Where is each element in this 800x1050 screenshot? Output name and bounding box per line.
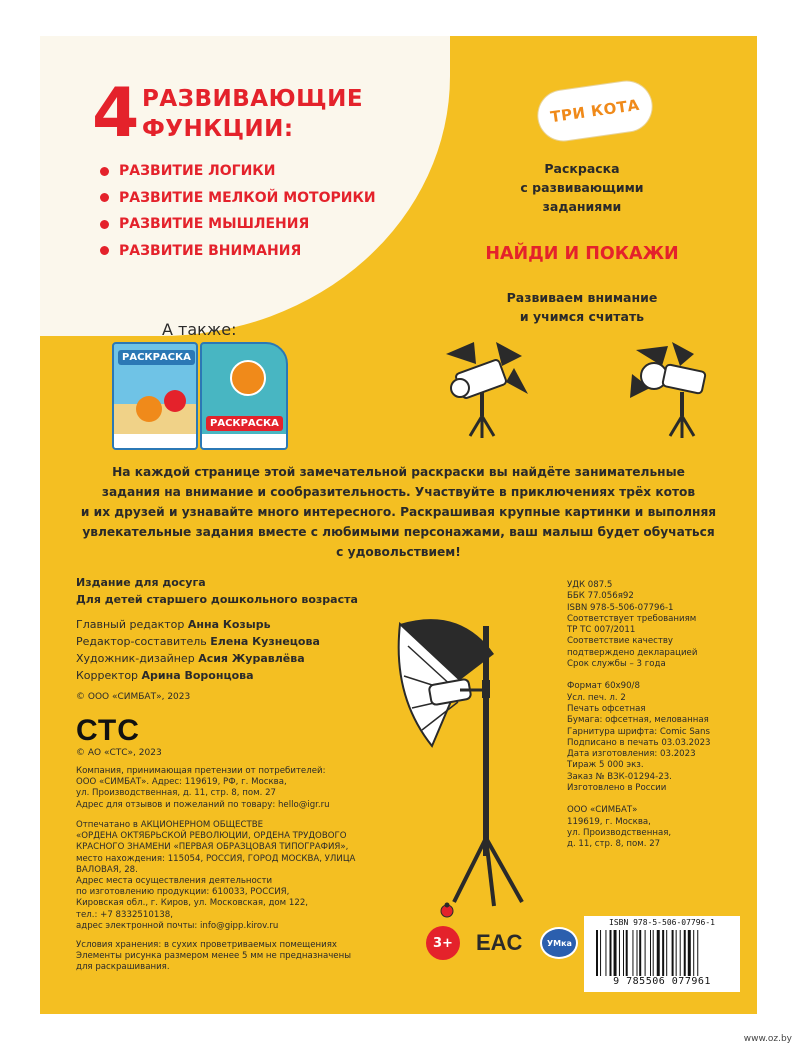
product-subtitle: Раскраска с развивающими заданиями	[520, 161, 644, 214]
function-item: РАЗВИТИЕ МЫШЛЕНИЯ	[100, 211, 376, 238]
bullet-icon	[100, 220, 109, 229]
spotlight-left-illustration	[436, 336, 536, 446]
certification-marks	[426, 926, 578, 960]
edition-info: Издание для досуга Для детей старшего дошкольного возраста	[76, 576, 358, 606]
watermark: www.oz.by	[743, 1034, 792, 1044]
claims-info: Компания, принимающая претензии от потребителей: ООО «СИМБАТ». Адрес: 119619, РФ, г. Москва, ул. Производственная, д. 11, стр. 8, пом. 27 Адрес для отзывов и пожеланий по товару: hello@igr.ru	[76, 766, 330, 810]
tri-kota-logo: ТРИ КОТА	[535, 78, 655, 143]
credit-line: Художник-дизайнер Асия Журавлёва	[76, 652, 305, 665]
functions-list	[100, 158, 376, 264]
technical-info: УДК 087.5 ББК 77.056я92 ISBN 978-5-506-07796-1 Соответствует требованиям ТР ТС 007/2011 Соответствие качеству подтверждено декларацией Срок службы – 3 года Формат 60х90/8 Усл. печ. л. 2 Печать офсетная Бумага: офсетная, мелованная Гарнитура шрифта: Comic Sans Подписано в печать 03.03.2023 Дата изготовления: 03.2023 Тираж 5 000 экз. Заказ № ВЗК-01294-23. Изготовлено в России ООО «СИМБАТ» 119619, г. Москва, ул. Производственная, д. 11, стр. 8, пом. 27	[567, 580, 711, 850]
functions-number: 4	[92, 74, 140, 153]
credit-line: Главный редактор Анна Козырь	[76, 618, 271, 631]
function-item: РАЗВИТИЕ ЛОГИКИ	[100, 158, 376, 185]
related-book-cover	[112, 342, 198, 450]
spotlight-right-illustration	[624, 336, 724, 446]
cat-illustration	[230, 360, 266, 396]
related-book-cover	[200, 342, 288, 450]
storage-info: Условия хранения: в сухих проветриваемых помещениях Элементы рисунка размером менее 5 мм не предназначены для раскрашивания.	[76, 940, 351, 973]
bullet-icon	[100, 246, 109, 255]
related-book-title: РАСКРАСКА	[206, 416, 283, 431]
age-rating-badge: 3+	[426, 926, 460, 960]
cat-illustration	[164, 390, 186, 412]
eac-mark: EAC	[476, 930, 523, 955]
printer-info: Отпечатано в АКЦИОНЕРНОМ ОБЩЕСТВЕ «ОРДЕНА ОКТЯБРЬСКОЙ РЕВОЛЮЦИИ, ОРДЕНА ТРУДОВОГО КРАСНОГО ЗНАМЕНИ «ПЕРВАЯ ОБРАЗЦОВАЯ ТИПОГРАФИЯ», место нахождения: 115054, РОССИЯ, ГОРОД МОСКВА, УЛИЦА ВАЛОВАЯ, 28. Адрес места осуществления деятельности по изготовлению продукции: 610033, РОССИЯ, Кировская обл., г. Киров, ул. Московская, дом 122, тел.: +7 8332510138, адрес электронной почты: info@gipp.kirov.ru	[76, 820, 356, 931]
umka-logo: УМка	[540, 927, 578, 959]
bullet-icon	[100, 167, 109, 176]
copyright-cts: © АО «СТС», 2023	[76, 748, 162, 758]
credits	[76, 616, 320, 684]
functions-heading-line1: РАЗВИВАЮЩИЕ	[142, 86, 364, 112]
functions-heading-line2: ФУНКЦИИ:	[142, 116, 294, 142]
functions-heading	[142, 84, 363, 144]
barcode-bars-icon	[596, 930, 728, 976]
product-title: НАЙДИ И ПОКАЖИ	[485, 244, 679, 264]
barcode	[584, 916, 740, 992]
barcode-digits: 9 785506 077961	[613, 976, 711, 987]
ladybug-icon	[438, 902, 456, 918]
function-item: РАЗВИТИЕ МЕЛКОЙ МОТОРИКИ	[100, 185, 376, 212]
related-book-title: РАСКРАСКА	[118, 350, 195, 365]
cts-logo: СТС	[76, 714, 140, 747]
product-tagline: Развиваем внимание и учимся считать	[506, 290, 658, 324]
function-item: РАЗВИТИЕ ВНИМАНИЯ	[100, 238, 376, 265]
barcode-isbn: ISBN 978-5-506-07796-1	[609, 918, 715, 927]
credit-line: Корректор Арина Воронцова	[76, 669, 254, 682]
also-label: А также:	[162, 320, 237, 339]
description: На каждой странице этой замечательной раскраски вы найдёте занимательные задания на внимание и сообразительность. Участвуйте в приключениях трёх котов и их друзей и узнавайте много интересного. Раскрашивая крупные картинки и выполняя увлекательные задания вместе с любимыми персонажами, ваш малыш будет обучаться с удовольствием!	[80, 465, 717, 559]
cat-illustration	[136, 396, 162, 422]
copyright-simbat: © ООО «СИМБАТ», 2023	[76, 692, 191, 702]
bullet-icon	[100, 193, 109, 202]
umbrella-light-illustration	[390, 606, 550, 916]
book-back-cover	[40, 36, 757, 1014]
credit-line: Редактор-составитель Елена Кузнецова	[76, 635, 320, 648]
